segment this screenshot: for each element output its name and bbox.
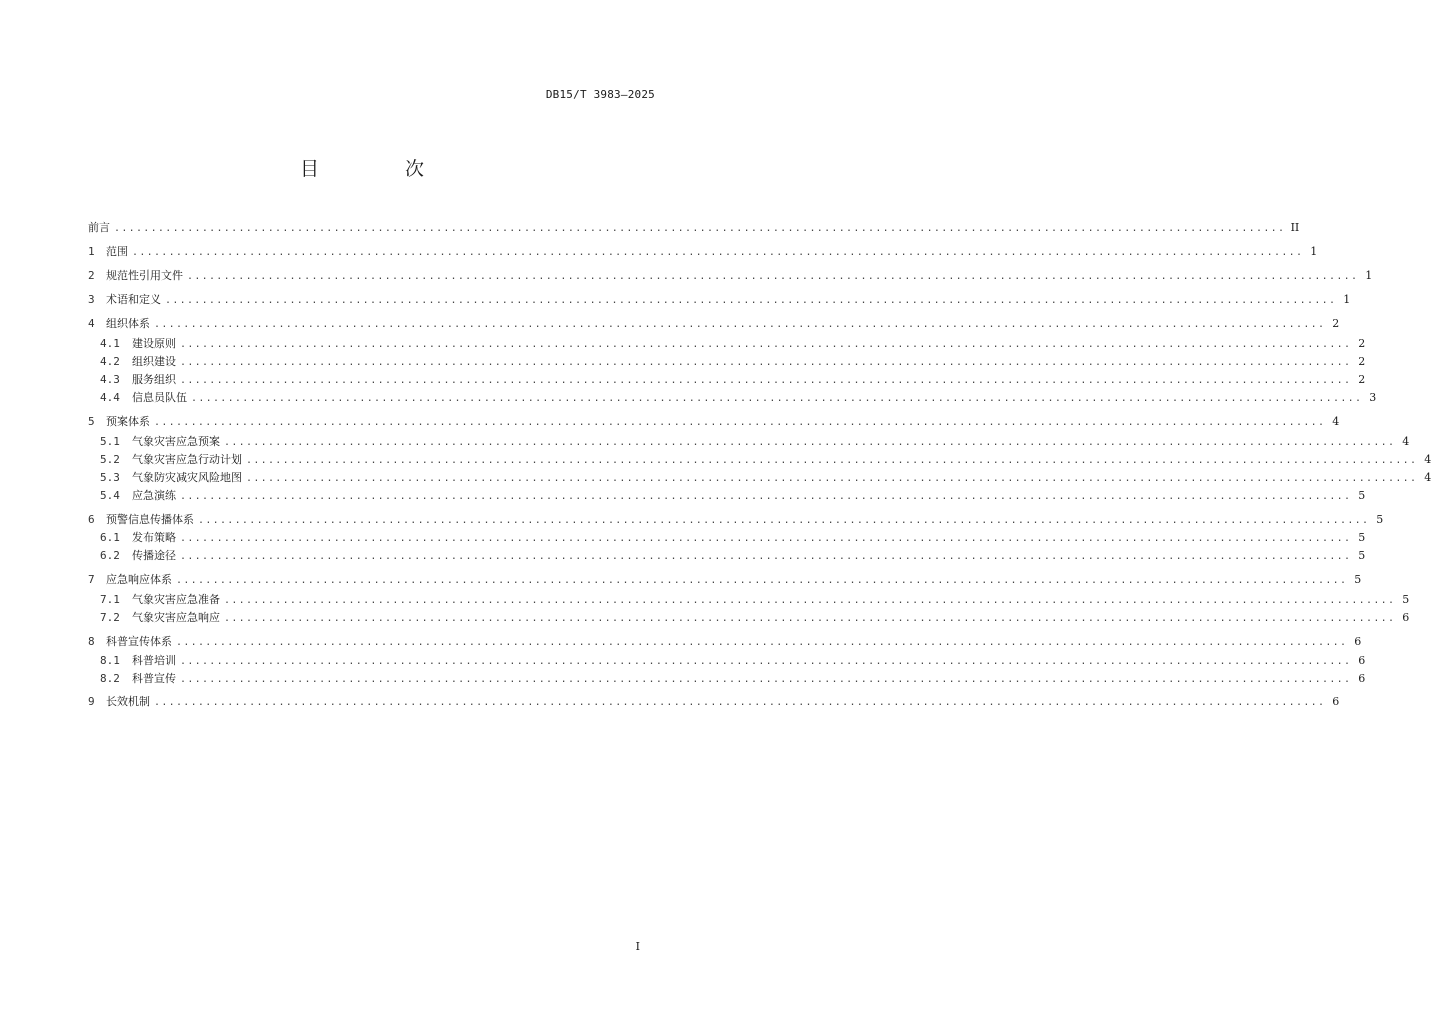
toc-entry-title: 气象防灾减灾风险地图 [132,471,242,484]
toc-entry[interactable] [88,694,1340,710]
toc-entry-page: 1 [1343,293,1351,306]
toc-entry-title: 气象灾害应急行动计划 [132,453,242,466]
toc-entry-title: 建设原则 [132,337,176,350]
toc-entry-number: 6.1 [100,531,120,544]
toc-entry-page: 4 [1402,435,1410,448]
toc-subentry[interactable] [100,390,1377,406]
toc-entry-title: 规范性引用文件 [106,269,183,282]
toc-entry-title: 预案体系 [106,415,150,428]
toc-entry-number: 5.1 [100,435,120,448]
toc-entry-page: 5 [1358,531,1366,544]
toc-subentry[interactable] [100,434,1410,450]
toc-leader-dots: ................................................................................................................................................................ [132,247,1304,258]
toc-entry-page: 4 [1424,471,1431,484]
toc-entry-title: 组织体系 [106,317,150,330]
toc-entry-title: 科普宣传体系 [106,635,172,648]
toc-entry-number: 8 [88,635,95,648]
toc-leader-dots: ................................................................................................................................................................ [180,339,1352,350]
toc-entry[interactable] [88,268,1373,284]
toc-entry-page: II [1290,221,1300,234]
toc-leader-dots: ................................................................................................................................................................ [191,393,1363,404]
toc-entry-title: 应急演练 [132,489,176,502]
toc-entry-title: 长效机制 [106,695,150,708]
toc-entry-number: 6 [88,513,95,526]
toc-entry-number: 4.2 [100,355,120,368]
toc-entry-number: 7.1 [100,593,120,606]
toc-entry-page: 3 [1369,391,1377,404]
toc-entry-page: 5 [1376,513,1384,526]
toc-entry-title: 气象灾害应急预案 [132,435,220,448]
toc-subentry[interactable] [100,372,1366,388]
toc-entry-title: 气象灾害应急响应 [132,611,220,624]
toc-entry-number: 4.3 [100,373,120,386]
toc-subentry[interactable] [100,452,1431,468]
toc-subentry[interactable] [100,336,1366,352]
toc-leader-dots: ................................................................................................................................................................ [154,417,1326,428]
toc-entry-page: 1 [1365,269,1373,282]
toc-leader-dots: ................................................................................................................................................................ [246,473,1418,484]
toc-subentry[interactable] [100,671,1366,687]
toc-subentry[interactable] [100,653,1366,669]
toc-entry-page: 2 [1358,355,1366,368]
toc-entry-number: 4.1 [100,337,120,350]
toc-entry[interactable] [88,292,1351,308]
toc-entry[interactable] [88,572,1362,588]
toc-subentry[interactable] [100,548,1366,564]
toc-entry-page: 1 [1310,245,1318,258]
toc-entry-title: 气象灾害应急准备 [132,593,220,606]
toc-leader-dots: ................................................................................................................................................................ [187,271,1359,282]
toc-entry-number: 7.2 [100,611,120,624]
toc-leader-dots: ................................................................................................................................................................ [180,656,1352,667]
toc-leader-dots: ................................................................................................................................................................ [180,491,1352,502]
toc-leader-dots: ................................................................................................................................................................ [176,637,1348,648]
toc-entry-title: 传播途径 [132,549,176,562]
toc-entry[interactable] [88,316,1340,332]
toc-entry-number: 9 [88,695,95,708]
toc-subentry[interactable] [100,354,1366,370]
toc-entry-title: 服务组织 [132,373,176,386]
toc-leader-dots: ................................................................................................................................................................ [180,533,1352,544]
toc-entry-title: 科普宣传 [132,672,176,685]
toc-leader-dots: ................................................................................................................................................................ [180,674,1352,685]
toc-entry-title: 发布策略 [132,531,176,544]
toc-entry-page: 6 [1358,672,1366,685]
toc-entry-page: 6 [1354,635,1362,648]
toc-entry-number: 8.1 [100,654,120,667]
toc-subentry[interactable] [100,530,1366,546]
toc-subentry[interactable] [100,592,1410,608]
toc-entry[interactable] [88,512,1384,528]
toc-entry-number: 5.2 [100,453,120,466]
toc-entry-page: 5 [1358,549,1366,562]
toc-subentry[interactable] [100,470,1431,486]
toc-entry-page: 6 [1358,654,1366,667]
toc-entry-number: 7 [88,573,95,586]
toc-leader-dots: ................................................................................................................................................................ [180,375,1352,386]
toc-entry-number: 4 [88,317,95,330]
toc-entry[interactable] [88,634,1362,650]
toc-entry-number: 2 [88,269,95,282]
toc-leader-dots: ................................................................................................................................................................ [180,357,1352,368]
toc-leader-dots: ................................................................................................................................................................ [176,575,1348,586]
toc-entry-page: 6 [1332,695,1340,708]
page-number: I [635,940,640,953]
toc-entry-title: 组织建设 [132,355,176,368]
toc-entry[interactable] [88,244,1318,260]
toc-entry-number: 4.4 [100,391,120,404]
toc-entry-number: 1 [88,245,95,258]
toc-leader-dots: ................................................................................................................................................................ [180,551,1352,562]
document-code: DB15/T 3983—2025 [545,88,655,101]
toc-entry-page: 5 [1402,593,1410,606]
toc-entry-title: 信息员队伍 [132,391,187,404]
toc-subentry[interactable] [100,610,1410,626]
toc-leader-dots: ................................................................................................................................................................ [246,455,1418,466]
toc-leader-dots: ................................................................................................................................................................ [224,595,1396,606]
toc-entry-page: 2 [1332,317,1340,330]
toc-subentry[interactable] [100,488,1366,504]
toc-entry-number: 3 [88,293,95,306]
toc-entry-page: 2 [1358,373,1366,386]
toc-entry-number: 6.2 [100,549,120,562]
toc-entry-title: 科普培训 [132,654,176,667]
toc-entry-title: 术语和定义 [106,293,161,306]
toc-entry-title: 应急响应体系 [106,573,172,586]
toc-entry-number: 5.3 [100,471,120,484]
toc-leader-dots: ................................................................................................................................................................ [224,437,1396,448]
toc-entry-page: 4 [1424,453,1431,466]
toc-entry-title: 预警信息传播体系 [106,513,194,526]
toc-entry-number: 8.2 [100,672,120,685]
toc-leader-dots: ................................................................................................................................................................ [224,613,1396,624]
toc-entry[interactable] [88,414,1340,430]
toc-entry-number: 5 [88,415,95,428]
toc-entry-page: 5 [1354,573,1362,586]
toc-leader-dots: ................................................................................................................................................................ [154,319,1326,330]
toc-entry[interactable] [88,220,1300,236]
toc-leader-dots: ................................................................................................................................................................ [165,295,1337,306]
toc-entry-title: 范围 [106,245,128,258]
toc-entry-page: 5 [1358,489,1366,502]
toc-leader-dots: ................................................................................................................................................................ [114,223,1286,234]
page-title: 目 次 [299,158,465,180]
toc-entry-page: 6 [1402,611,1410,624]
toc-leader-dots: ................................................................................................................................................................ [198,515,1370,526]
toc-leader-dots: ................................................................................................................................................................ [154,697,1326,708]
toc-entry-number: 5.4 [100,489,120,502]
toc-entry-page: 2 [1358,337,1366,350]
toc-entry-title: 前言 [88,221,110,234]
toc-entry-page: 4 [1332,415,1340,428]
